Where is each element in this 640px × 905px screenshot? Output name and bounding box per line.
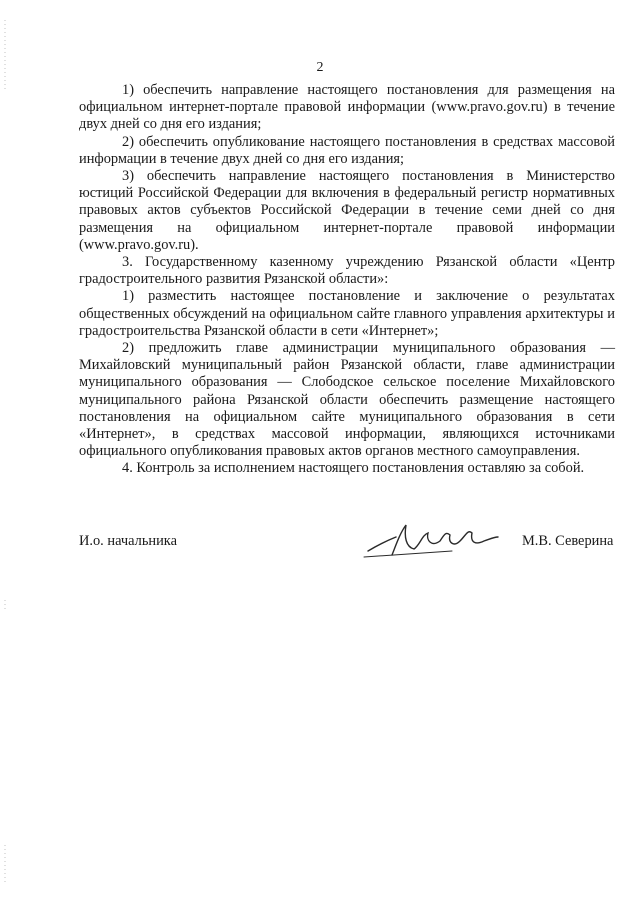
paragraph-3-1: 1) разместить настоящее постановление и заключение о результатах общественных обсуждений на официальном сайте главного управления архитектуры и градостроительства Рязанской области в сети «Интернет»;: [79, 288, 615, 339]
handwritten-signature: [362, 515, 502, 565]
paragraph-2-1: 1) обеспечить направление настоящего постановления для размещения на официальном интернет-портале правовой информации (www.pravo.gov.ru) в течение двух дней со дня его издания;: [79, 82, 615, 133]
scan-margin-mark: [4, 20, 6, 90]
scan-margin-mark: [4, 845, 6, 885]
paragraph-2-3: 3) обеспечить направление настоящего постановления в Министерство юстиций Российской Федерации для включения в федеральный регистр нормативных правовых актов субъектов Российской Федерации в течение семи дней со дня размещения на официальном интернет-портале правовой информации (www.pravo.gov.ru).: [79, 168, 615, 253]
paragraph-3-2: 2) предложить главе администрации муниципального образования — Михайловский муниципальный район Рязанской области, главе администрации муниципального образования — Слободское сельское поселение Михайловского муниципального района Рязанской области обеспечить размещение настоящего постановления на официальном сайте муниципального образования в сети «Интернет», в средствах массовой информации, являющихся источниками официального опубликования правовых актов органов местного самоуправления.: [79, 340, 615, 460]
signatory-title: И.о. начальника: [79, 533, 177, 549]
page-number: 2: [316, 60, 324, 75]
document-body: [79, 82, 615, 478]
paragraph-4: 4. Контроль за исполнением настоящего постановления оставляю за собой.: [122, 460, 585, 477]
signatory-name: М.В. Северина: [522, 533, 614, 549]
scan-margin-mark: [4, 600, 6, 610]
paragraph-3: 3. Государственному казенному учреждению Рязанской области «Центр градостроительного развития Рязанской области»:: [79, 254, 615, 288]
paragraph-2-2: 2) обеспечить опубликование настоящего постановления в средствах массовой информации в течение двух дней со дня его издания;: [79, 133, 615, 167]
